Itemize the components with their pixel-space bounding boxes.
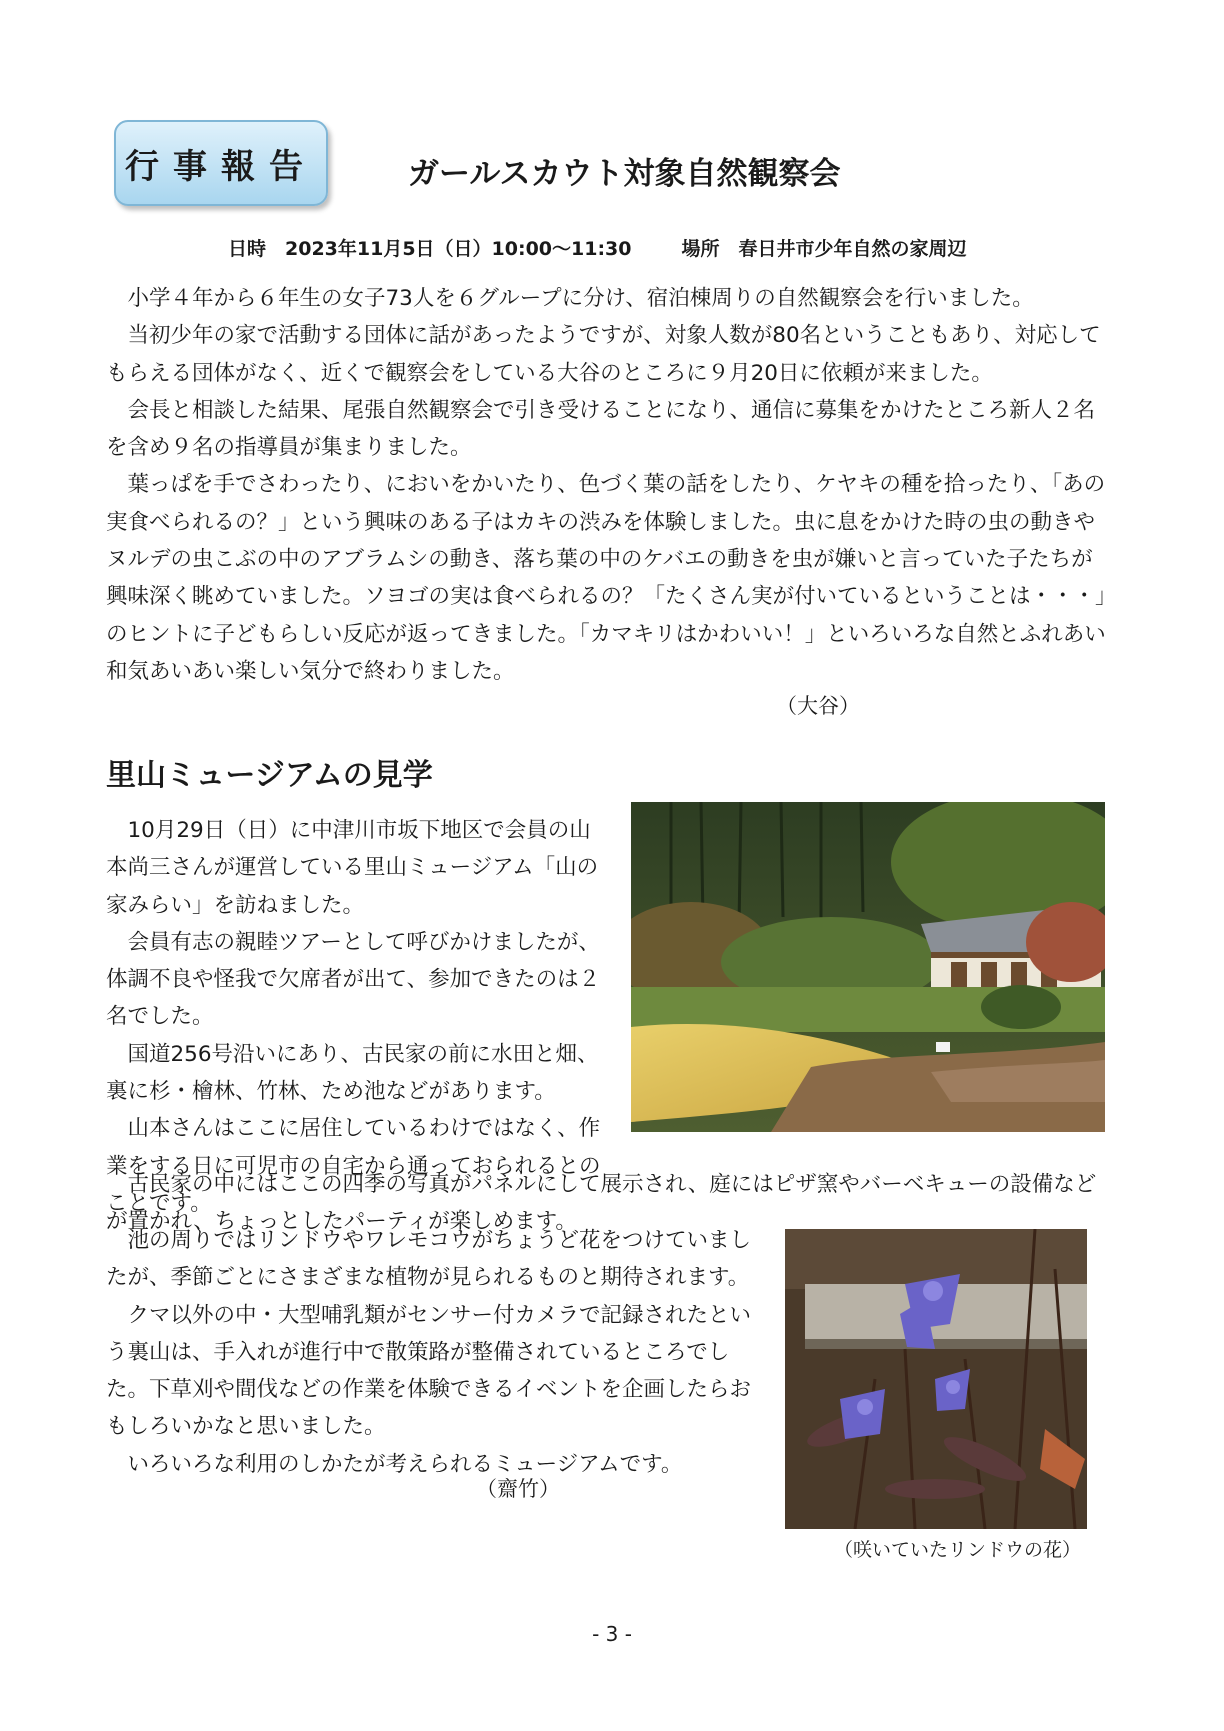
- article1-body: 小学４年から６年生の女子73人を６グループに分け、宿泊棟周りの自然観察会を行いました。 当初少年の家で活動する団体に話があったようですが、対象人数が80名ということもあり、対応してもらえる団体がなく、近くで観察会をしている大谷のところに９月20日に依頼が来ました。 会長と相談した結果、尾張自然観察会で引き受けることになり、通信に募集をかけたところ新人２名を含め９名の指導員が集まりました。 葉っぱを手でさわったり、においをかいたり、色づく葉の話をしたり、ケヤキの種を拾ったり、「あの実食べられるの？」という興味のある子はカキの渋みを体験しました。虫に息をかけた時の虫の動きやヌルデの虫こぶの中のアブラムシの動き、落ち葉の中のケバエの動きを虫が嫌いと言っていた子たちが興味深く眺めていました。ソヨゴの実は食べられるの？「たくさん実が付いているということは・・・」のヒントに子どもらしい反応が返ってきました。「カマキリはかわいい！」といろいろな自然とふれあい和気あいあい楽しい気分で終わりました。: [106, 286, 1106, 684]
- event-place: 場所 春日井市少年自然の家周辺: [681, 238, 967, 260]
- article2-body-part2: 古民家の中にはここの四季の写真がパネルにして展示され、庭にはピザ窯やバーベキューの設備などが置かれ、ちょっとしたパーティが楽しめます。: [106, 1172, 1097, 1235]
- article2-author: （齋竹）: [476, 1477, 560, 1501]
- article2-body-part1: 10月29日（日）に中津川市坂下地区で会員の山本尚三さんが運営している里山ミュージアム「山の家みらい」を訪ねました。 会員有志の親睦ツアーとして呼びかけましたが、体調不良や怪我で欠席者が出て、参加できたのは２名でした。 国道256号沿いにあり、古民家の前に水田と畑、裏に杉・檜林、竹林、ため池などがあります。 山本さんはここに居住しているわけではなく、作業をする日に可児市の自宅から通っておられるとのことです。: [106, 818, 601, 1216]
- event-date: 日時 2023年11月5日（日）10:00～11:30: [228, 238, 632, 260]
- article1-author: （大谷）: [776, 694, 860, 718]
- article2-body-part3: 池の周りではリンドウやワレモコウがちょうど花をつけていましたが、季節ごとにさまざまな植物が見られるものと期待されます。 クマ以外の中・大型哺乳類がセンサー付カメラで記録されたという裏山は、手入れが進行中で散策路が整備されているところでした。下草刈や間伐などの作業を体験できるイベントを企画したらおもしろいかなと思いました。 いろいろな利用のしかたが考えられるミュージアムです。: [106, 1228, 752, 1477]
- article2-title: 里山ミュージアムの見学: [106, 758, 433, 793]
- article-title: ガールスカウト対象自然観察会: [408, 156, 841, 192]
- satoyama-museum-photo: [631, 802, 1105, 1132]
- page-number: - 3 -: [592, 1622, 632, 1646]
- date-place-line: [228, 234, 967, 261]
- photo-caption: （咲いていたリンドウの花）: [834, 1539, 1082, 1561]
- gentian-flower-photo: [785, 1229, 1087, 1529]
- event-report-badge: 行事報告: [114, 120, 328, 206]
